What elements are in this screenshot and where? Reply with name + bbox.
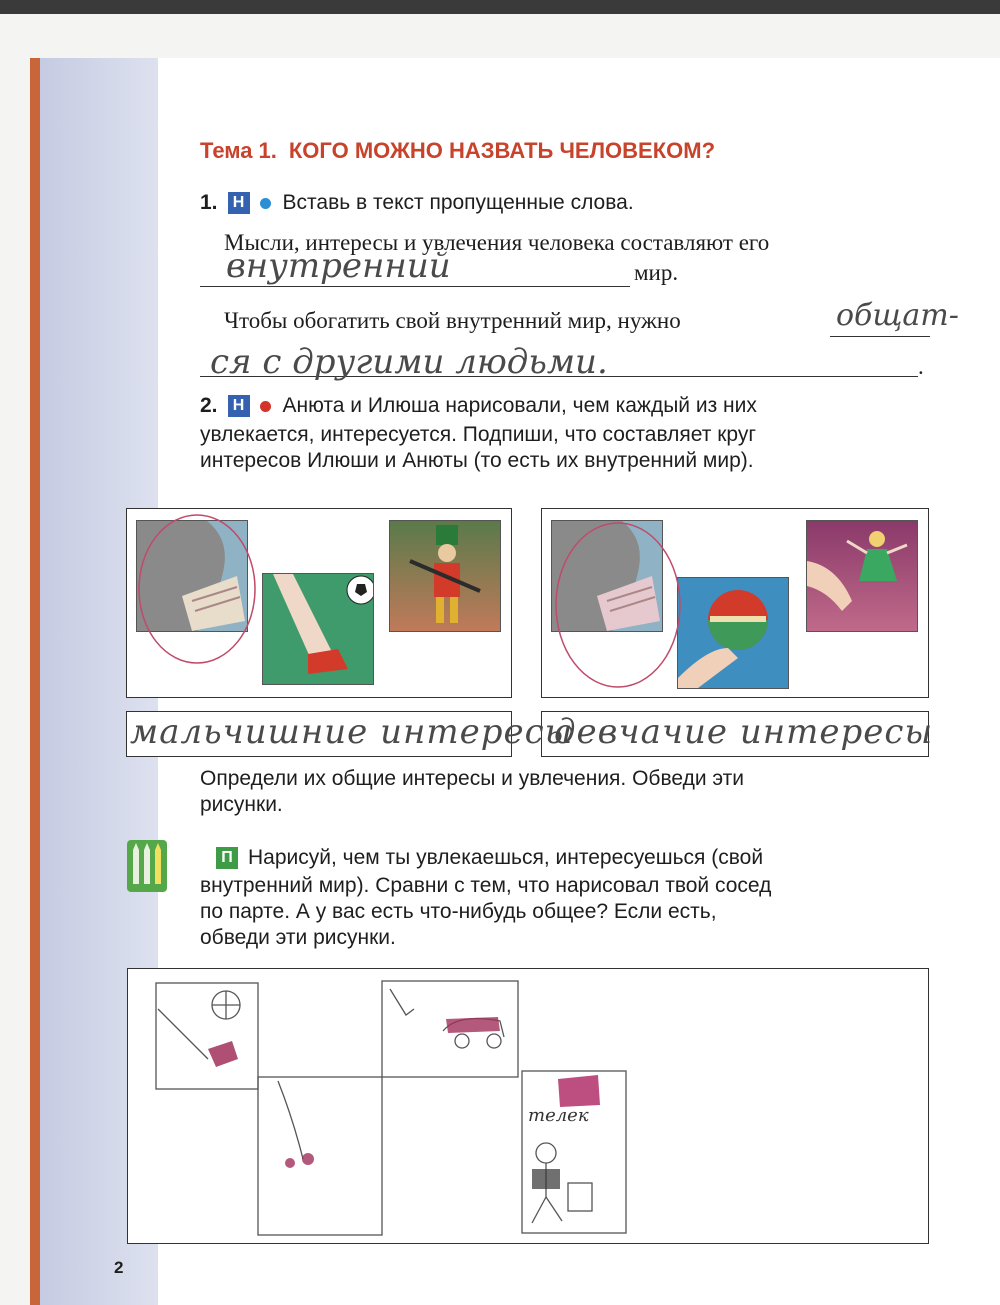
- pencils-icon: [127, 840, 167, 892]
- task3-text-line1: Нарисуй, чем ты увлекаешься, интересуешься (свой: [248, 846, 764, 869]
- scanner-edge: [0, 0, 1000, 14]
- drawing-box: [127, 968, 929, 1244]
- task3-text-line4: обведи эти рисунки.: [200, 926, 396, 949]
- pen-circle-mark: [542, 509, 692, 697]
- task2-number: 2.: [200, 394, 218, 417]
- ball-picture: [677, 577, 789, 689]
- task3-header: [216, 846, 763, 870]
- doll-picture: [806, 520, 918, 632]
- beach-ball-icon: [678, 578, 788, 688]
- task2-header: [200, 394, 757, 418]
- topic-header: [200, 138, 715, 164]
- level-badge-icon: Н: [228, 395, 250, 417]
- task1-sentence-2: Чтобы обогатить свой внутренний мир, нужно: [224, 308, 681, 333]
- task1-sentence-2-end: .: [918, 354, 924, 379]
- level-badge-icon: Н: [228, 192, 250, 214]
- dancer-doll-icon: [807, 521, 917, 631]
- topic-prefix: Тема: [200, 138, 253, 163]
- task3-text-line3: по парте. А у вас есть что-нибудь общее? Если есть,: [200, 900, 717, 923]
- task3-text-line2: внутренний мир). Сравни с тем, что нарисовал твой сосед: [200, 874, 772, 897]
- ilyusha-pictures-box: [126, 508, 512, 698]
- book-spine: [30, 58, 40, 1305]
- handwritten-answer-2b: ся с другими людьми.: [210, 342, 608, 382]
- workbook-page: [30, 58, 1000, 1305]
- task1-instruction: Вставь в текст пропущенные слова.: [282, 191, 634, 214]
- answer-line-2: [830, 336, 930, 337]
- handwritten-answer-1: внутренний: [226, 246, 451, 286]
- task1-number: 1.: [200, 191, 218, 214]
- level-badge-icon: П: [216, 847, 238, 869]
- topic-title: КОГО МОЖНО НАЗВАТЬ ЧЕЛОВЕКОМ?: [288, 138, 716, 163]
- blue-dot-icon: [260, 198, 271, 209]
- task2-followup-line1: Определи их общие интересы и увлечения. Обведи эти: [200, 767, 745, 790]
- handwritten-answer-2a: общат-: [836, 298, 959, 333]
- task2-text-line1: Анюта и Илюша нарисовали, чем каждый из них: [282, 394, 757, 417]
- page-number: 2: [114, 1258, 124, 1277]
- task2-text-line2: увлекается, интересуется. Подпиши, что составляет круг: [200, 423, 757, 446]
- handwritten-caption-right: девчачие интересы: [554, 712, 934, 752]
- guitar-figure-picture: [389, 520, 501, 632]
- answer-line-1: [200, 286, 630, 287]
- anyuta-pictures-box: [541, 508, 929, 698]
- task1-header: [200, 191, 634, 215]
- toy-soldier-icon: [390, 521, 500, 631]
- task2-text-line3: интересов Илюши и Анюты (то есть их внутренний мир).: [200, 449, 754, 472]
- task1-sentence-1-end: мир.: [634, 260, 679, 285]
- pen-circle-mark: [127, 509, 267, 697]
- task2-followup-line2: рисунки.: [200, 793, 283, 816]
- soccer-icon: [263, 574, 373, 684]
- topic-number: 1.: [258, 138, 277, 163]
- task1-sentence-1: Мысли, интересы и увлечения человека составляют его: [224, 230, 770, 255]
- football-picture: [262, 573, 374, 685]
- handwritten-caption-left: мальчишние интересы: [130, 712, 574, 752]
- sketch-label: телек: [528, 1105, 589, 1126]
- red-dot-icon: [260, 401, 271, 412]
